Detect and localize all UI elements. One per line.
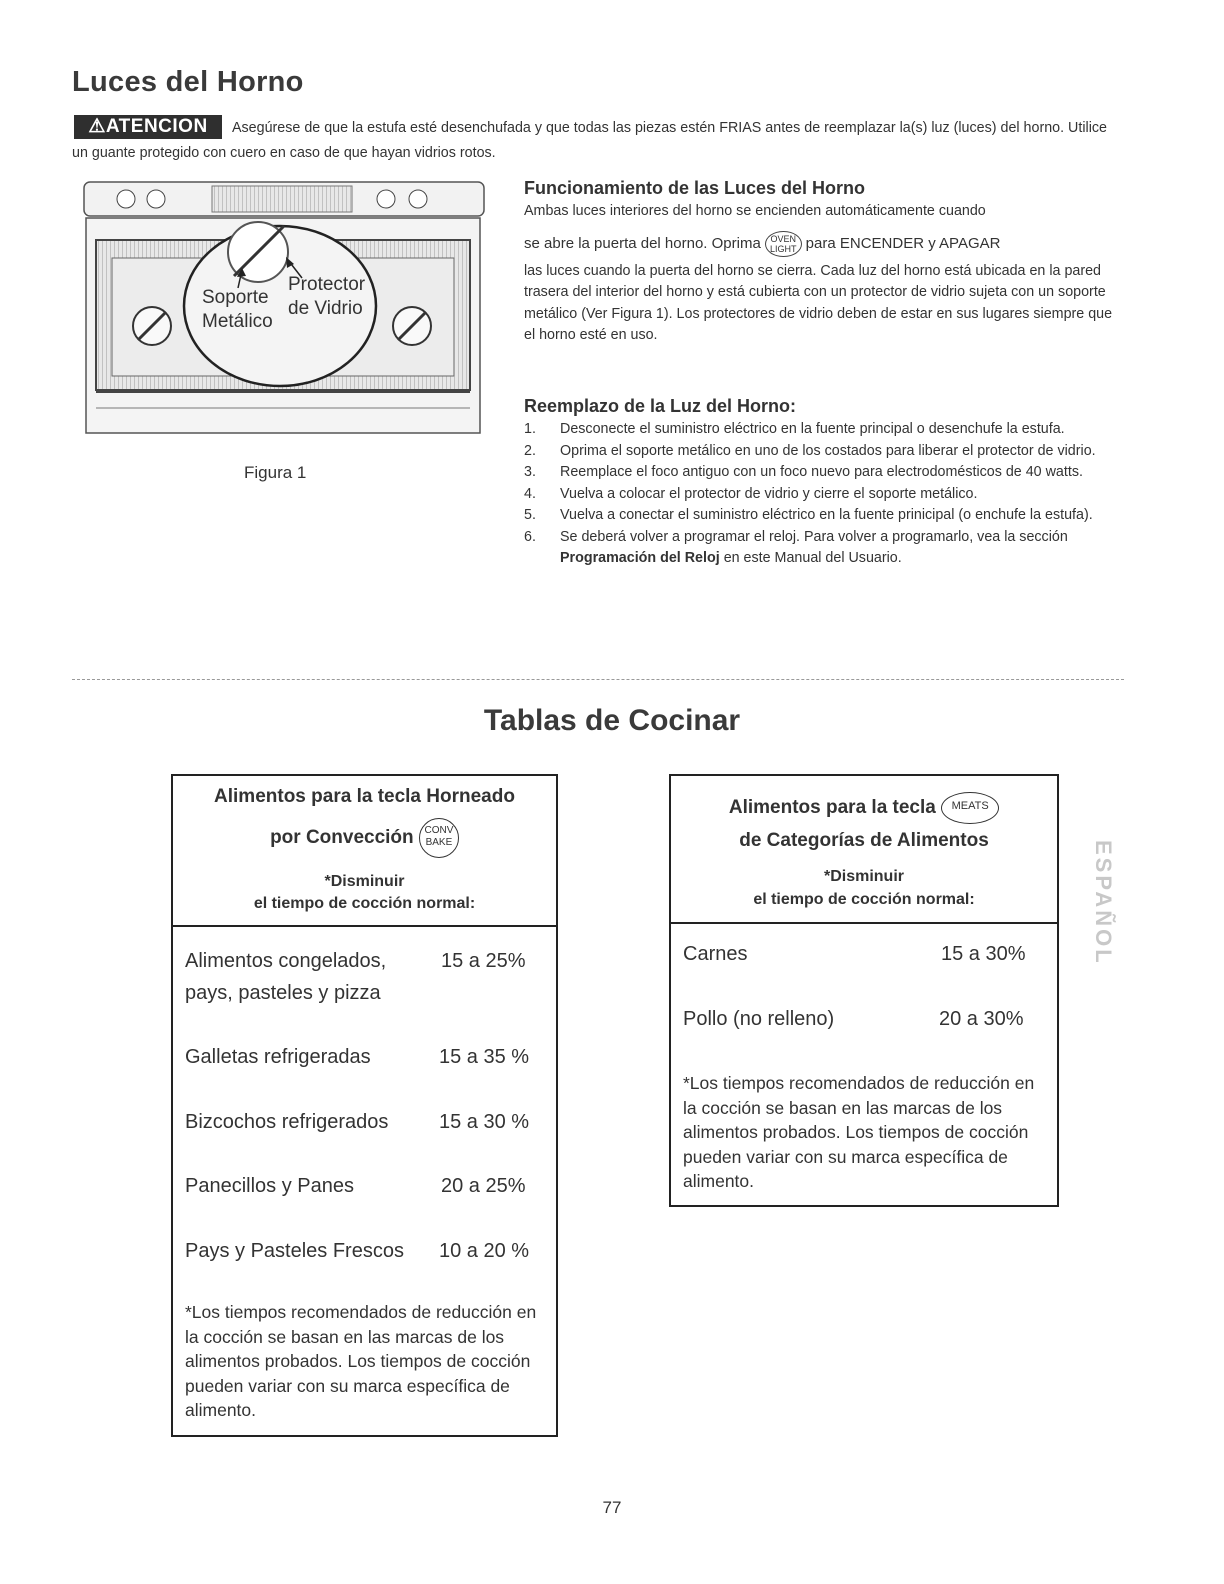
page-number: 77 bbox=[602, 1498, 622, 1517]
table-row: Pays y Pasteles Frescos bbox=[185, 1240, 404, 1262]
table-row: Bizcochos refrigerados bbox=[185, 1111, 389, 1133]
conv-sub2: el tiempo de cocción normal: bbox=[253, 895, 476, 912]
table-cell-pct: 20 a 30% bbox=[939, 1008, 1024, 1030]
warning-text: Asegúrese de que la estufa esté desenchufada y que todas las piezas estén FRIAS antes de reemplazar la(s) luz (luces) del horno. Utilice un guante protegido con cuero en caso de que hayan vidrios rotos. bbox=[72, 120, 1107, 161]
table-row: Galletas refrigeradas bbox=[185, 1046, 371, 1068]
table-meats-header bbox=[671, 776, 1057, 924]
section-divider bbox=[72, 679, 1124, 680]
step-item: 4. Vuelva a colocar el protector de vidrio y cierre el soporte metálico. bbox=[524, 485, 978, 502]
conv-head-line1: Alimentos para la tecla Horneado bbox=[214, 786, 515, 807]
table-row-cont: pays, pasteles y pizza bbox=[185, 982, 381, 1004]
label-metalico: Metálico bbox=[202, 311, 273, 332]
funcionamiento-line2 bbox=[524, 231, 1124, 257]
meats-sub1: *Disminuir bbox=[823, 868, 904, 885]
table-row: Alimentos congelados, bbox=[185, 950, 387, 972]
warning-label: ATENCION bbox=[105, 116, 208, 137]
step-item: 2. Oprima el soporte metálico en uno de los costados para liberar el protector de vidrio. bbox=[524, 442, 1096, 459]
meats-icon: MEATS bbox=[941, 792, 999, 824]
funcionamiento-line1: Ambas luces interiores del horno se encienden automáticamente cuando bbox=[524, 203, 986, 219]
table-cell-pct: 15 a 35 % bbox=[439, 1046, 530, 1068]
table-cell-pct: 15 a 30% bbox=[941, 943, 1026, 965]
table-row: Pollo (no relleno) bbox=[683, 1008, 835, 1030]
oven-light-figure bbox=[82, 180, 486, 435]
table-conv-bake bbox=[171, 774, 558, 1437]
table-cell-pct: 20 a 25% bbox=[441, 1175, 526, 1197]
language-side-tab bbox=[1090, 840, 1130, 970]
label-soporte: Soporte bbox=[202, 287, 269, 308]
step-item: 5. Vuelva a conectar el suministro eléctrico en la fuente prinicipal (o enchufe la estufa). bbox=[524, 507, 1093, 523]
meats-head-line1: Alimentos para la tecla MEATS bbox=[671, 792, 1057, 824]
table-cell-pct: 15 a 25% bbox=[441, 950, 526, 972]
oven-light-button-bottom: LIGHT bbox=[769, 243, 797, 254]
table-row: Carnes bbox=[683, 943, 748, 965]
step-item: 1. Desconecte el suministro eléctrico en la fuente principal o desenchufe la estufa. bbox=[524, 421, 1065, 437]
oven-light-button-icon bbox=[765, 231, 802, 257]
reemplazo-title: Reemplazo de la Luz del Horno: bbox=[524, 396, 797, 416]
oven-light-button-top: OVEN bbox=[770, 233, 796, 244]
label-vidrio: de Vidrio bbox=[288, 298, 363, 319]
step-item: 3. Reemplace el foco antiguo con un foco nuevo para electrodomésticos de 40 watts. bbox=[524, 464, 1083, 480]
meats-head-line2: de Categorías de Alimentos bbox=[739, 830, 989, 851]
oven-illustration bbox=[82, 180, 486, 435]
funcionamiento-body: las luces cuando la puerta del horno se cierra. Cada luz del horno está ubicada en la pared trasera del interior del horno y está cubierta con un protector de vidrio sujeta con un soporte metálico (Ver Figura 1). Los protectores de vidrio deben de estar en sus lugares siempre que el horno esté en uso. bbox=[524, 262, 1113, 343]
warning-icon: ⚠ bbox=[88, 116, 106, 137]
reloj-section-ref: Programación del Reloj bbox=[560, 550, 720, 566]
table-cell-pct: 15 a 30 % bbox=[439, 1111, 530, 1133]
figure-caption: Figura 1 bbox=[244, 463, 307, 482]
table-cell-pct: 10 a 20 % bbox=[439, 1240, 530, 1262]
section-title-luces: Luces del Horno bbox=[72, 66, 304, 98]
step-item: 6. Se deberá volver a programar el reloj. Para volver a programarlo, vea la sección Programación del Reloj en este Manual del Usuario. bbox=[524, 528, 1068, 566]
funcionamiento-title: Funcionamiento de las Luces del Horno bbox=[524, 178, 866, 198]
conv-sub1: *Disminuir bbox=[324, 873, 405, 890]
table-conv-bake-header bbox=[173, 776, 556, 927]
label-protector: Protector bbox=[288, 274, 366, 295]
conv-head-line2: por Convección CONV BAKE bbox=[173, 818, 556, 858]
table-note: *Los tiempos recomendados de reducción en la cocción se basan en las marcas de los alimentos probados. Los tiempos de cocción pueden variar con su marca específica de alimento. bbox=[185, 1302, 537, 1420]
table-note: *Los tiempos recomendados de reducción en la cocción se basan en las marcas de los alimentos probados. Los tiempos de cocción pueden variar con su marca específica de alimento. bbox=[683, 1073, 1035, 1191]
section-title-tablas: Tablas de Cocinar bbox=[483, 704, 741, 737]
reemplazo-steps bbox=[524, 419, 1124, 570]
table-meats bbox=[669, 774, 1059, 1207]
funcionamiento-section bbox=[524, 178, 1124, 347]
meats-sub2: el tiempo de cocción normal: bbox=[753, 891, 975, 908]
reemplazo-section bbox=[524, 396, 1124, 570]
funcionamiento-line2-pre: se abre la puerta del horno. Oprima bbox=[524, 234, 761, 252]
table-row: Panecillos y Panes bbox=[185, 1175, 354, 1197]
funcionamiento-line2-post: para ENCENDER y APAGAR bbox=[805, 234, 1001, 252]
side-tab-label: ESPAÑOL bbox=[1091, 840, 1116, 966]
conv-bake-icon: CONV BAKE bbox=[419, 818, 459, 858]
warning-badge bbox=[74, 115, 222, 139]
